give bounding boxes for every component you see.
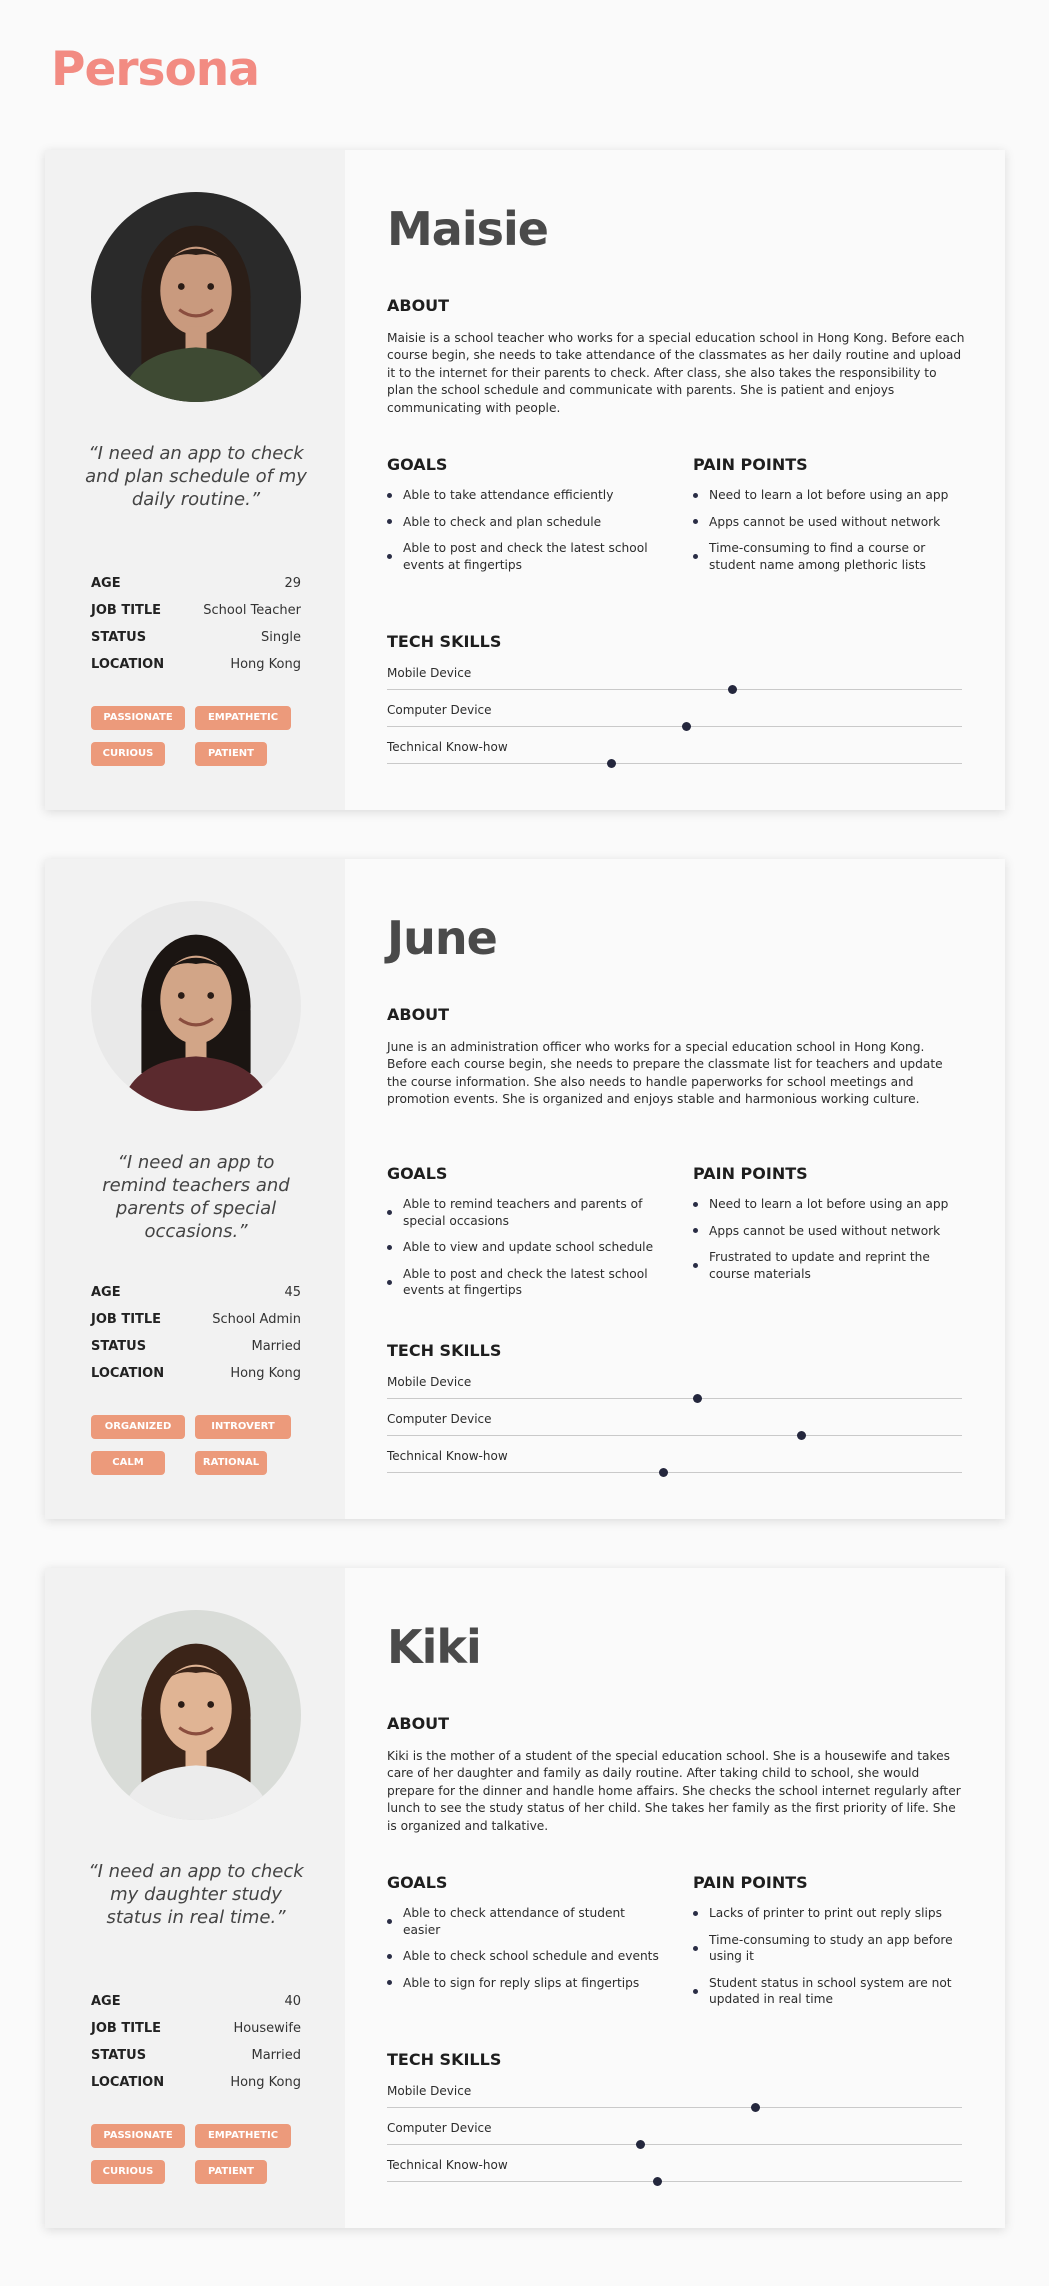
trait-tag: INTROVERT <box>195 1415 291 1439</box>
bullet-icon <box>387 1954 392 1959</box>
goal-text: Able to check school schedule and events <box>403 1949 659 1963</box>
fact-row <box>91 2015 301 2042</box>
skill-label: Computer Device <box>387 2121 492 2135</box>
fact-row <box>91 597 301 624</box>
persona-quote: “I need an app to check and plan schedule of my daily routine.” <box>85 443 307 510</box>
fact-label: JOB TITLE <box>91 603 162 618</box>
trait-tag: ORGANIZED <box>91 1415 185 1439</box>
skill-level-marker <box>636 2140 645 2149</box>
fact-label: LOCATION <box>91 657 165 672</box>
bullet-icon <box>693 1202 698 1207</box>
trait-tag: RATIONAL <box>195 1451 267 1475</box>
fact-row <box>91 2042 301 2069</box>
skill-level-marker <box>653 2177 662 2186</box>
goals-heading: GOALS <box>387 455 448 474</box>
trait-tag: CURIOUS <box>91 2160 165 2184</box>
goals-list <box>387 487 659 583</box>
pain-point-item <box>693 540 965 573</box>
bullet-icon <box>387 519 392 524</box>
pain-point-text: Apps cannot be used without network <box>709 514 941 529</box>
fact-row <box>91 1279 301 1306</box>
skill-level-marker <box>797 1431 806 1440</box>
pain-point-text: Time-consuming to study an app before using it <box>709 1932 953 1963</box>
portrait-image <box>91 1610 301 1820</box>
skill-level-marker <box>682 722 691 731</box>
fact-value: Single <box>261 630 301 645</box>
about-text: Maisie is a school teacher who works for a special education school in Hong Kong. Before each course begin, she needs to take attendance of the classmates as her daily routine and upload it to the internet for their parents to check. After class, she also takes the responsibility to plan the school schedule and communicate with parents. She is patient and enjoys communicating with people. <box>387 331 965 415</box>
persona-name: Kiki <box>387 1620 481 1674</box>
bullet-icon <box>387 1919 392 1924</box>
page-title: Persona <box>51 42 259 97</box>
goal-text: Able to check and plan schedule <box>403 514 602 529</box>
fact-label: STATUS <box>91 630 147 645</box>
goal-item <box>387 487 659 504</box>
trait-tag: PATIENT <box>195 742 267 766</box>
persona-details-panel <box>345 1568 1005 2228</box>
persona-profile-panel <box>45 150 345 810</box>
fact-row <box>91 2069 301 2096</box>
bullet-icon <box>693 1989 698 1994</box>
fact-value: Married <box>251 1339 301 1354</box>
bullet-icon <box>693 1228 698 1233</box>
skill-slider <box>387 740 962 777</box>
persona-details-panel <box>345 859 1005 1519</box>
pain-points-heading: PAIN POINTS <box>693 1164 808 1183</box>
skill-track <box>387 689 962 690</box>
skill-slider <box>387 666 962 703</box>
skill-label: Technical Know-how <box>387 740 508 754</box>
pain-points-heading: PAIN POINTS <box>693 455 808 474</box>
fact-label: AGE <box>91 1285 121 1300</box>
bullet-icon <box>387 1210 392 1215</box>
about-text: Kiki is the mother of a student of the special education school. She is a housewife and takes care of her daughter and family as daily routine. After taking child to school, she would prepare for the dinner and handle home affairs. She checks the school internet regularly after lunch to see the study status of her child. She takes her family as the first priority of life. She is organized and talkative. <box>387 1749 961 1833</box>
persona-quote: “I need an app to check my daughter study status in real time.” <box>88 1861 304 1928</box>
about-heading: ABOUT <box>387 1005 450 1024</box>
fact-value: Hong Kong <box>230 657 301 672</box>
fact-row <box>91 1988 301 2015</box>
goal-item <box>387 1239 659 1256</box>
tech-skills-heading: TECH SKILLS <box>387 1341 502 1360</box>
skill-slider <box>387 2158 962 2195</box>
persona-facts <box>91 1279 301 1387</box>
fact-label: LOCATION <box>91 1366 165 1381</box>
goals-heading: GOALS <box>387 1164 448 1183</box>
fact-label: AGE <box>91 576 121 591</box>
persona-profile-panel <box>45 859 345 1519</box>
persona-name: Maisie <box>387 202 548 256</box>
fact-label: STATUS <box>91 2048 147 2063</box>
pain-points-list <box>693 487 965 583</box>
trait-tag: EMPATHETIC <box>195 2124 291 2148</box>
fact-value: Married <box>251 2048 301 2063</box>
persona-card <box>45 1568 1005 2228</box>
skill-level-marker <box>659 1468 668 1477</box>
persona-name: June <box>387 911 497 965</box>
skill-track <box>387 1435 962 1436</box>
fact-label: JOB TITLE <box>91 1312 162 1327</box>
skill-track <box>387 2144 962 2145</box>
goals-list <box>387 1905 659 2001</box>
goal-text: Able to post and check the latest school events at fingertips <box>403 541 648 572</box>
pain-points-heading: PAIN POINTS <box>693 1873 808 1892</box>
goal-text: Able to post and check the latest school events at fingertips <box>403 1266 648 1297</box>
skill-slider <box>387 1375 962 1412</box>
fact-label: AGE <box>91 1994 121 2009</box>
skill-track <box>387 763 962 764</box>
pain-point-text: Apps cannot be used without network <box>709 1223 941 1238</box>
fact-value: 45 <box>284 1285 301 1300</box>
goal-item <box>387 1266 659 1299</box>
fact-value: School Teacher <box>203 603 301 618</box>
skill-slider <box>387 2084 962 2121</box>
fact-value: 40 <box>284 1994 301 2009</box>
pain-points-list <box>693 1196 965 1292</box>
fact-value: Hong Kong <box>230 2075 301 2090</box>
pain-points-list <box>693 1905 965 2018</box>
skill-slider <box>387 1449 962 1486</box>
skill-level-marker <box>607 759 616 768</box>
persona-profile-panel <box>45 1568 345 2228</box>
pain-point-item <box>693 1905 965 1922</box>
skill-slider <box>387 1412 962 1449</box>
skill-slider <box>387 703 962 740</box>
pain-point-item <box>693 487 965 504</box>
persona-card <box>45 150 1005 810</box>
bullet-icon <box>693 519 698 524</box>
goals-list <box>387 1196 659 1309</box>
skill-track <box>387 726 962 727</box>
skill-level-marker <box>728 685 737 694</box>
pain-point-item <box>693 1223 965 1240</box>
goal-item <box>387 514 659 531</box>
pain-point-text: Lacks of printer to print out reply slips <box>709 1906 942 1920</box>
bullet-icon <box>387 1245 392 1250</box>
persona-card <box>45 859 1005 1519</box>
skill-level-marker <box>693 1394 702 1403</box>
fact-row <box>91 651 301 678</box>
fact-row <box>91 624 301 651</box>
skill-slider <box>387 2121 962 2158</box>
skill-track <box>387 2181 962 2182</box>
goal-item <box>387 1196 659 1229</box>
fact-row <box>91 1306 301 1333</box>
pain-point-item <box>693 1196 965 1213</box>
goal-item <box>387 1975 659 1992</box>
fact-label: JOB TITLE <box>91 2021 162 2036</box>
bullet-icon <box>693 1911 698 1916</box>
skill-label: Technical Know-how <box>387 2158 508 2172</box>
skill-label: Technical Know-how <box>387 1449 508 1463</box>
skill-label: Computer Device <box>387 703 492 717</box>
avatar <box>91 901 301 1111</box>
trait-tag: PASSIONATE <box>91 706 185 730</box>
fact-label: STATUS <box>91 1339 147 1354</box>
goal-item <box>387 1905 659 1938</box>
pain-point-text: Time-consuming to find a course or student name among plethoric lists <box>709 541 926 572</box>
fact-value: 29 <box>284 576 301 591</box>
about-heading: ABOUT <box>387 296 450 315</box>
portrait-image <box>91 192 301 402</box>
skill-label: Computer Device <box>387 1412 492 1426</box>
pain-point-item <box>693 1975 965 2008</box>
avatar <box>91 1610 301 1820</box>
skill-label: Mobile Device <box>387 1375 472 1389</box>
bullet-icon <box>693 1263 698 1268</box>
persona-details-panel <box>345 150 1005 810</box>
bullet-icon <box>693 1946 698 1951</box>
skill-label: Mobile Device <box>387 666 472 680</box>
trait-tag: CALM <box>91 1451 165 1475</box>
trait-tag: PATIENT <box>195 2160 267 2184</box>
bullet-icon <box>693 493 698 498</box>
goal-item <box>387 540 659 573</box>
pain-point-item <box>693 1932 965 1965</box>
trait-tag: EMPATHETIC <box>195 706 291 730</box>
bullet-icon <box>693 554 698 559</box>
pain-point-item <box>693 1249 965 1282</box>
persona-facts <box>91 570 301 678</box>
trait-tag: CURIOUS <box>91 742 165 766</box>
fact-value: School Admin <box>212 1312 301 1327</box>
tech-skills-heading: TECH SKILLS <box>387 632 502 651</box>
trait-tag: PASSIONATE <box>91 2124 185 2148</box>
avatar <box>91 192 301 402</box>
skill-track <box>387 1472 962 1473</box>
fact-row <box>91 570 301 597</box>
tech-skills-heading: TECH SKILLS <box>387 2050 502 2069</box>
goal-text: Able to sign for reply slips at fingertips <box>403 1975 640 1990</box>
pain-point-item <box>693 514 965 531</box>
pain-point-text: Need to learn a lot before using an app <box>709 1197 949 1211</box>
goals-heading: GOALS <box>387 1873 448 1892</box>
about-text: June is an administration officer who works for a special education school in Hong Kong. Before each course begin, she needs to prepare the classmate list for teachers and update the course information. She also needs to handle paperworks for school meetings and promotion events. She is organized and enjoys stable and harmonious working culture. <box>387 1040 943 1107</box>
pain-point-text: Student status in school system are not updated in real time <box>709 1975 952 2006</box>
bullet-icon <box>387 493 392 498</box>
fact-row <box>91 1360 301 1387</box>
goal-text: Able to check attendance of student easier <box>403 1906 625 1937</box>
persona-quote: “I need an app to remind teachers and parents of special occasions.” <box>102 1152 290 1242</box>
goal-item <box>387 1948 659 1965</box>
fact-value: Housewife <box>233 2021 301 2036</box>
pain-point-text: Need to learn a lot before using an app <box>709 488 949 502</box>
goal-text: Able to remind teachers and parents of special occasions <box>403 1197 643 1228</box>
pain-point-text: Frustrated to update and reprint the course materials <box>709 1250 930 1281</box>
goal-text: Able to view and update school schedule <box>403 1240 654 1254</box>
bullet-icon <box>387 1980 392 1985</box>
fact-label: LOCATION <box>91 2075 165 2090</box>
skill-label: Mobile Device <box>387 2084 472 2098</box>
fact-row <box>91 1333 301 1360</box>
skill-track <box>387 1398 962 1399</box>
goal-text: Able to take attendance efficiently <box>403 488 614 502</box>
fact-value: Hong Kong <box>230 1366 301 1381</box>
skill-track <box>387 2107 962 2108</box>
about-heading: ABOUT <box>387 1714 450 1733</box>
bullet-icon <box>387 1280 392 1285</box>
skill-level-marker <box>751 2103 760 2112</box>
bullet-icon <box>387 554 392 559</box>
persona-facts <box>91 1988 301 2096</box>
portrait-image <box>91 901 301 1111</box>
